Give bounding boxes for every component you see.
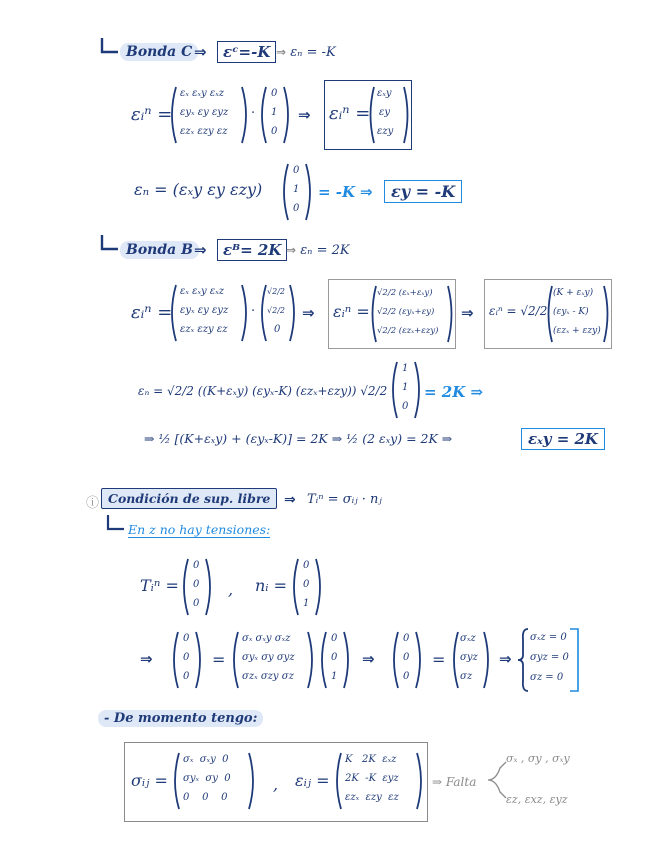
bonda-c-eq2-lhs: εₙ = (εₓy εy εzy) (134, 180, 263, 199)
matrix-row: σyₓ σy 0 (183, 773, 231, 784)
bonda-b-right-vector (547, 284, 609, 344)
vector-entry: 0 (183, 652, 190, 663)
bonda-c-result-lhs: εᵢⁿ = (329, 103, 371, 124)
vector-entry: 0 (303, 579, 310, 590)
bonda-b-final-box: εₓy = 2K (521, 428, 605, 450)
vector-entry: 0 (271, 88, 278, 99)
falta-label: ⇒ Falta (432, 775, 477, 789)
bonda-c-eps-lhs: εᵢⁿ = (131, 104, 173, 125)
matrix-row: εzₓ εzy εz (180, 126, 228, 137)
vector-entry: 1 (303, 598, 310, 609)
matrix-row: εₓ εₓy εₓz (180, 88, 225, 99)
bonda-b-eps-lhs: εᵢⁿ = (131, 302, 173, 323)
bonda-c-final-box: εy = -K (384, 180, 462, 203)
matrix-row: εzₓ εzy εz (345, 792, 399, 803)
bonda-b-mid-vector (371, 284, 453, 344)
vector-entry: 0 (183, 671, 190, 682)
vector-entry: 1 (271, 107, 278, 118)
vector-entry: (K + εₓy) (553, 288, 594, 298)
matrix-row: σzₓ σzy σz (242, 671, 294, 682)
vector-entry: √2/2 (εzₓ+εzy) (377, 326, 439, 336)
vector-entry: 0 (274, 324, 281, 335)
bonda-b-right-lhs: εᵢⁿ = √2/2 (489, 304, 548, 318)
vector-entry: 0 (193, 579, 200, 590)
vector-entry: (εyₓ - K) (553, 307, 589, 317)
bonda-c-title: Bonda C (120, 43, 198, 61)
vector-entry: 0 (403, 671, 410, 682)
bonda-b-right-box (484, 279, 612, 349)
free-surface-subtitle: En z no hay tensiones: (128, 522, 271, 537)
vector-entry: 0 (183, 633, 190, 644)
vector-entry: εzy (377, 126, 394, 137)
summary-box (124, 742, 428, 822)
vector-entry: 0 (402, 401, 409, 412)
vector-entry: √2/2 (267, 306, 285, 315)
implies-arrow: ⇒ (499, 650, 512, 668)
matrix-row: σyₓ σy σyz (242, 652, 295, 663)
matrix-row: εyₓ εy εyz (180, 305, 229, 316)
vector-entry: 0 (271, 126, 278, 137)
bonda-b-title: Bonda B (120, 241, 199, 259)
vector-entry: εₓy (377, 88, 392, 99)
bonda-b-normal-vector (260, 283, 296, 343)
implies-arrow: ⇒ (461, 304, 474, 322)
sigma-matrix (173, 751, 255, 811)
vector-entry: 0 (293, 203, 300, 214)
vector-entry: 0 (193, 560, 200, 571)
implies-arrow: ⇒ (298, 106, 311, 124)
bonda-b-strain-matrix (170, 283, 248, 343)
normal-vector-2 (320, 630, 350, 690)
vector-entry: 1 (331, 671, 338, 682)
dot-operator: · (251, 106, 256, 121)
vector-entry: 1 (402, 382, 409, 393)
falta-bottom: εz, εxz, εyz (506, 793, 568, 806)
free-surface-formula: Tᵢⁿ = σᵢⱼ · nⱼ (307, 492, 382, 507)
stress-result: σyz = 0 (530, 652, 569, 663)
traction-lhs: Tᵢⁿ = (140, 576, 179, 595)
eps-lhs: εᵢⱼ = (295, 771, 330, 790)
bonda-c-gray-text: εₙ = -K (290, 45, 336, 60)
vector-entry: 0 (193, 598, 200, 609)
bonda-c-strain-matrix (170, 85, 248, 145)
dot-operator: · (251, 304, 256, 319)
vector-entry: 1 (402, 363, 409, 374)
implies-arrow: ⇒ (360, 183, 373, 201)
implies-arrow: ⇒ (284, 492, 296, 508)
zero-vector-2 (392, 630, 422, 690)
matrix-row: 2K -K εyz (345, 773, 399, 784)
info-icon: ⓘ (86, 496, 100, 511)
matrix-row: εzₓ εzy εz (180, 324, 228, 335)
bonda-c-boxed-strain: εᶜ=-K (217, 41, 276, 63)
vector-entry: σyz (460, 652, 478, 663)
bonda-c-result-vector (369, 85, 409, 145)
implies-arrow: ⇒ (194, 241, 207, 259)
bonda-b-eq3-text: ⇒ ½ [(K+εₓy) + (εyₓ-K)] = 2K ⇒ ½ (2 εₓy) = 2K ⇒ (144, 431, 453, 446)
bonda-c-eq2-vector (282, 162, 312, 222)
vector-entry: (εzₓ + εzy) (553, 326, 601, 336)
matrix-row: σₓ σₓy 0 (183, 754, 229, 765)
vector-entry: σₓz (460, 633, 476, 644)
vector-entry: 0 (331, 652, 338, 663)
eps-matrix (335, 751, 423, 811)
free-surface-title: Condición de sup. libre (101, 488, 277, 509)
vector-entry: 1 (293, 184, 300, 195)
vector-entry: εy (379, 107, 391, 118)
bonda-c-eq2-value: = -K (318, 183, 356, 201)
bonda-b-eq2-vector (391, 360, 421, 420)
vector-entry: √2/2 (εₓ+εₓy) (377, 288, 433, 298)
equals-sign: = (212, 650, 226, 669)
stress-column (452, 630, 490, 690)
summary-title: - De momento tengo: (98, 710, 263, 727)
traction-vector (182, 557, 212, 617)
bonda-c-normal-vector (260, 85, 290, 145)
sigma-lhs: σᵢⱼ = (131, 771, 168, 790)
bonda-b-mid-box (328, 279, 456, 349)
matrix-row: K 2K εₓz (345, 754, 397, 765)
matrix-row: σₓ σₓy σₓz (242, 633, 291, 644)
vector-entry: 0 (293, 165, 300, 176)
equals-sign: = (432, 650, 446, 669)
vector-entry: σz (460, 671, 473, 682)
matrix-row: εₓ εₓy εₓz (180, 286, 225, 297)
implies-arrow: ⇒ (362, 650, 375, 668)
stress-result: σz = 0 (530, 672, 564, 683)
vector-entry: 0 (331, 633, 338, 644)
normal-lhs: nᵢ = (255, 576, 288, 595)
stress-result: σₓz = 0 (530, 632, 567, 643)
vector-entry: 0 (403, 633, 410, 644)
zero-vector (172, 630, 202, 690)
bonda-b-gray-result: ⇒ εₙ = 2K (286, 243, 350, 258)
stress-results-brace (520, 627, 582, 693)
bonda-b-eq2-text: εₙ = √2/2 ((K+εₓy) (εyₓ-K) (εzₓ+εzy)) √2/2 (138, 384, 388, 398)
bonda-b-mid-lhs: εᵢⁿ = (333, 302, 370, 321)
vector-entry: 0 (303, 560, 310, 571)
implies-arrow: ⇒ (140, 650, 153, 668)
bonda-b-eq2-value: = 2K ⇒ (424, 383, 484, 401)
vector-entry: 0 (403, 652, 410, 663)
implies-arrow: ⇒ (302, 304, 315, 322)
matrix-row: 0 0 0 (183, 792, 228, 803)
falta-top: σₓ , σy , σₓy (506, 752, 570, 765)
bonda-b-gray-text: εₙ = 2K (300, 243, 350, 258)
implies-arrow: ⇒ (194, 43, 207, 61)
vector-entry: √2/2 (εyₓ+εy) (377, 307, 435, 317)
normal-vector (292, 557, 322, 617)
vector-entry: √2/2 (267, 287, 285, 296)
comma-separator: , (273, 775, 279, 794)
stress-matrix (232, 630, 314, 690)
comma-separator: , (228, 580, 234, 599)
bonda-c-gray-result: ⇒ εₙ = -K (276, 45, 336, 60)
bonda-b-boxed-strain: εᴮ= 2K (217, 239, 287, 261)
matrix-row: εyₓ εy εyz (180, 107, 229, 118)
bonda-c-result-box (324, 80, 412, 150)
